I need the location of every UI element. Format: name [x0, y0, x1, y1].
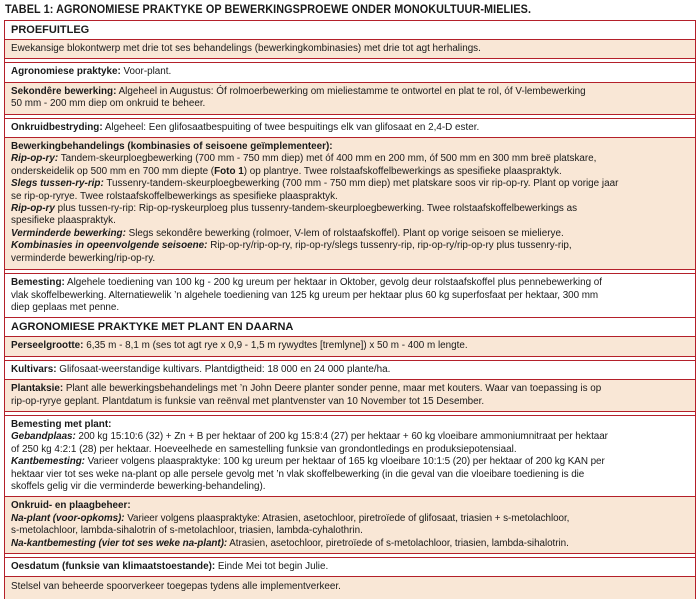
traffic-row: Stelsel van beheerde spoorverkeer toegepas tydens alle implementverkeer.: [4, 577, 696, 598]
section-heading-planting: AGRONOMIESE PRAKTYKE MET PLANT EN DAARNA: [4, 318, 696, 337]
cultivars-text: Glifosaat-weerstandige kultivars. Plantdigtheid: 18 000 en 24 000 plante/ha.: [56, 363, 391, 375]
fertilization-row: [4, 274, 696, 318]
banded-text-2: of 250 kg 4:2:1 (28) per hektaar. Hoeveelhede en samestelling funksie van grondontledings en produksiepotensiaal.: [11, 443, 517, 455]
post-side-label: Na-kantbemesting (vier tot ses weke na-plant):: [11, 537, 228, 549]
weedpest-label: Onkruid- en plaagbeheer:: [11, 500, 131, 512]
practice-row: [4, 63, 696, 82]
banded-text-1: 200 kg 15:10:6 (32) + Zn + B per hektaar of 200 kg 15:8:4 (27) per hektaar + 60 kg vloeibare ammoniumnitraat per hektaar: [75, 431, 608, 443]
planting-label: Plantaksie:: [11, 383, 64, 395]
planting-text-2: rip-op-ryrye geplant. Plantdatum is funksie van reënval met plantvenster van 10 November tot 15 Desember.: [11, 395, 485, 407]
fert-label: Bemesting:: [11, 277, 65, 289]
post-plant-text-2: s-metolachloor, lambda-sihalotrin of s-metolachloor, triasien, lambda-cyhalothrin.: [11, 525, 363, 537]
section-heading-trial-layout: PROEFUITLEG: [4, 21, 696, 40]
side-dressing-text-3: skoffels gelig vir die verminderde bewerking-behandeling).: [11, 480, 266, 492]
fertplant-label: Bemesting met plant:: [11, 418, 112, 430]
rip-on-row-text-2b: ) op plantrye. Twee rolstaafskoffelbewerkings as spesifieke plaaspraktyk.: [243, 165, 562, 177]
rip-on-row-label: Rip-op-ry:: [11, 153, 59, 165]
fert-text-2: vlak skoffelbewerking. Alternatiewelik ’n algehele toediening van 125 kg ureum per hektaar plus 60 kg superfosfaat per hektaar, 300 mm: [11, 289, 599, 301]
weed-pest-row: [4, 497, 696, 554]
post-plant-text-1: Varieer volgens plaaspraktyke: Atrasien, asetochloor, piretroïede of glifosaat, triasien + s-metolachloor,: [124, 512, 570, 524]
rip-on-row-text-2a: onderskeidelik op 500 mm en 700 mm diepte (: [11, 165, 215, 177]
plot-label: Perseelgrootte:: [11, 340, 84, 352]
side-dressing-label: Kantbemesting:: [11, 456, 85, 468]
harvest-label: Oesdatum (funksie van klimaatstoestande):: [11, 561, 216, 572]
rip-plus-text-1: plus tussen-ry-rip: Rip-op-ryskeurploeg plus tussenry-tandem-skeurploegbewerking. Twee rolstaafskoffelbewerkings as: [54, 203, 578, 215]
table-title: TABEL 1: AGRONOMIESE PRAKTYKE OP BEWERKINGSPROEWE ONDER MONOKULTUUR-MIELIES.: [5, 4, 532, 16]
secondary-label: Sekondêre bewerking:: [11, 85, 117, 97]
planting-row: [4, 380, 696, 412]
side-dressing-text-2: hektaar vier tot ses weke na-plant op alle persele gevolg met ’n vlak skoffelbewerking (in die geval van die vloeibare toediening is die: [11, 468, 585, 480]
combinations-text-2: verminderde bewerking/rip-op-ry.: [11, 252, 156, 264]
practice-label: Agronomiese praktyke:: [11, 66, 121, 78]
tillage-label: Bewerkingbehandelings (kombinasies of seisoene geïmplementeer):: [11, 141, 333, 153]
trial-layout-row: Ewekansige blokontwerp met drie tot ses behandelings (bewerkingkombinasies) met drie tot agt herhalings.: [4, 40, 696, 59]
weed-control-row: [4, 119, 696, 138]
plot-text: 6,35 m - 8,1 m (ses tot agt rye x 0,9 - 1,5 m rywydtes [tremlyne]) x 50 m - 400 m lengte.: [83, 340, 468, 352]
reduced-tillage-text: Slegs sekondêre bewerking (rolmoer, V-lem of rolstaafskoffel). Plant op vorige seisoen se mielierye.: [125, 227, 564, 239]
secondary-text-1: Algeheel in Augustus: Óf rolmoerbewerking om mieliestamme te ontwortel en plat te rol, óf V-lembewerking: [116, 85, 586, 97]
practice-text: Voor-plant.: [120, 66, 172, 78]
photo-reference: Foto 1: [214, 165, 244, 177]
secondary-tillage-row: [4, 83, 696, 115]
combinations-text-1: Rip-op-ry/rip-op-ry, rip-op-ry/slegs tussenry-rip, rip-op-ry/rip-op-ry plus tussenry-rip,: [207, 240, 572, 252]
harvest-row: [4, 558, 696, 577]
fert-text-3: diep geplaas met penne.: [11, 301, 120, 313]
harvest-text: Einde Mei tot begin Julie.: [215, 561, 329, 572]
rip-plus-label: Rip-op-ry: [11, 203, 55, 215]
planting-text-1: Plant alle bewerkingsbehandelings met ’n John Deere planter sonder penne, maar met kouters. Waar van toepassing is op: [63, 383, 602, 395]
fert-at-planting-row: [4, 416, 696, 497]
side-dressing-text-1: Varieer volgens plaaspraktyke: 100 kg ureum per hektaar of 165 kg vloeibare 10:1:5 (20) per hektaar of 200 kg KAN per: [84, 456, 605, 468]
post-plant-label: Na-plant (voor-opkoms):: [11, 512, 125, 524]
plot-size-row: [4, 337, 696, 356]
between-row-label: Slegs tussen-ry-rip:: [11, 178, 104, 190]
banded-label: Gebandplaas:: [11, 431, 76, 443]
between-row-text-1: Tussenry-tandem-skeurploegbewerking (700 mm - 750 mm diep) met platskare soos vir rip-op-ry. Plant op vorige jaar: [103, 178, 619, 190]
rip-on-row-text-1: Tandem-skeurploegbewerking (700 mm - 750 mm diep) met óf 400 mm en 200 mm, óf 500 mm en 300 mm breë platskare,: [58, 153, 597, 165]
cultivars-label: Kultivars:: [11, 363, 57, 375]
weed-label: Onkruidbestryding:: [11, 121, 103, 133]
combinations-label: Kombinasies in opeenvolgende seisoene:: [11, 240, 208, 252]
fert-text-1: Algehele toediening van 100 kg - 200 kg ureum per hektaar in Oktober, gevolg deur rolstaafskoffel plus pennebewerking of: [64, 277, 603, 289]
weed-text: Algeheel: Een glifosaatbespuiting of twee bespuitings elk van glifosaat en 2,4-D ester.: [102, 121, 480, 133]
reduced-tillage-label: Verminderde bewerking:: [11, 227, 126, 239]
agronomy-table: [4, 20, 696, 599]
between-row-text-2: se rip-op-ryrye. Twee rolstaafskoffelbewerkings as spesifieke plaaspraktyk.: [11, 190, 338, 202]
cultivars-row: [4, 361, 696, 380]
rip-plus-text-2: spesifieke plaaspraktyk.: [11, 215, 116, 227]
secondary-text-2: 50 mm - 200 mm diep om onkruid te beheer.: [11, 98, 206, 110]
tillage-treatments-row: [4, 138, 696, 270]
post-side-text: Atrasien, asetochloor, piretroïede of s-metolachloor, triasien, lambda-sihalotrin.: [227, 537, 569, 549]
